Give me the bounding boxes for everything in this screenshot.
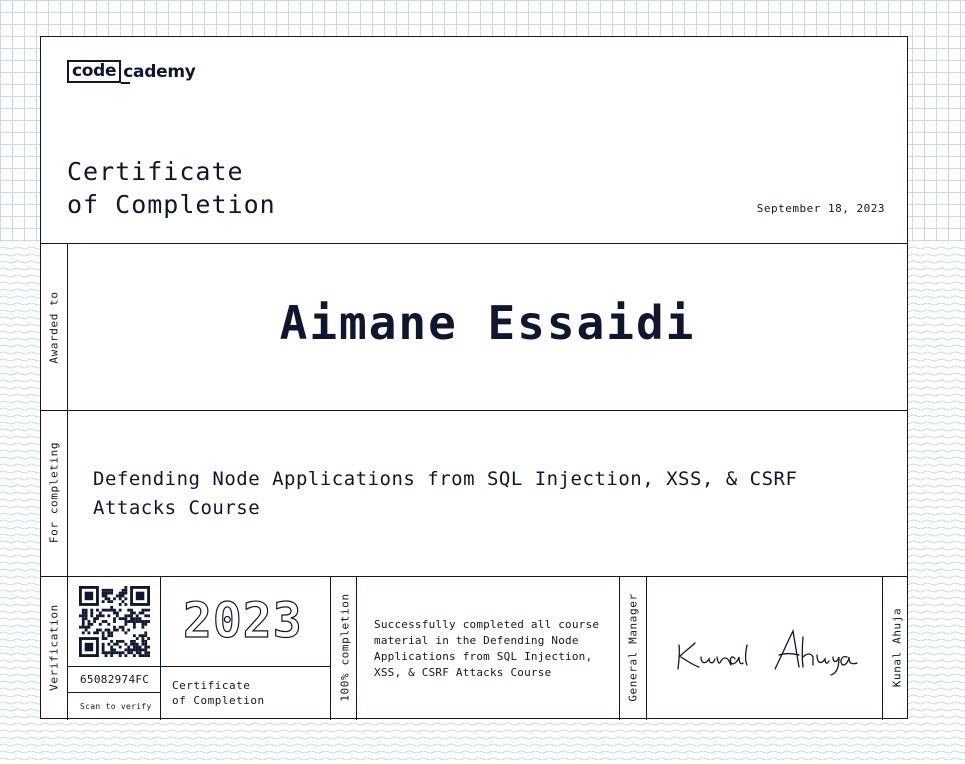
qr-module [133,654,136,657]
qr-module [133,640,136,643]
qr-module [136,620,139,623]
qr-module [107,631,110,634]
wave-line [0,730,965,732]
qr-module [82,623,85,626]
qr-module [102,646,105,649]
qr-module [105,595,108,598]
divider-awarded [41,410,907,411]
qr-module [90,623,93,626]
qr-module [85,614,88,617]
qr-module [141,637,144,640]
qr-module [147,620,150,623]
qr-module [119,626,122,629]
qr-module [99,623,102,626]
qr-module [141,620,144,623]
qr-module [113,597,116,600]
qr-module [124,614,127,617]
qr-module [144,631,147,634]
qr-module [113,651,116,654]
certificate [40,36,908,719]
qr-module [85,612,88,615]
qr-module [119,597,122,600]
qr-module [119,640,122,643]
qr-module [147,609,150,612]
qr-module [133,648,136,651]
completion-label: 100% completion [338,593,352,702]
title-line-2: of Completion [67,190,276,219]
qr-module [96,629,99,632]
certificate-title [67,155,276,221]
qr-module [96,617,99,620]
qr-module [144,620,147,623]
qr-module [110,646,113,649]
qr-module [102,648,105,651]
qr-module [141,643,144,646]
qr-module [139,620,142,623]
qr-module [133,612,136,615]
qr-module [113,609,116,612]
for-completing-label: For completing [47,441,61,544]
qr-module [105,620,108,623]
qr-module [124,603,127,606]
qr-module [144,643,147,646]
qr-module [102,631,105,634]
qr-module [85,617,88,620]
qr-module [110,589,113,592]
qr-module [105,629,108,632]
qr-module [133,620,136,623]
qr-module [124,617,127,620]
qr-module [85,629,88,632]
qr-module [122,629,125,632]
qr-module [139,646,142,649]
qr-module [119,617,122,620]
qr-module [133,643,136,646]
divider-verification-id [68,692,160,693]
qr-module [113,643,116,646]
qr-module [102,589,105,592]
qr-module [105,637,108,640]
divider-year [160,666,330,667]
qr-module [136,614,139,617]
qr-module [105,654,108,657]
qr-module [144,648,147,651]
qr-module [122,592,125,595]
qr-module [119,609,122,612]
verification-label: Verification [47,604,61,691]
qr-module [127,648,130,651]
qr-module [102,614,105,617]
qr-module [147,654,150,657]
qr-module [141,623,144,626]
divider-role-signature [646,576,647,720]
qr-module [116,595,119,598]
completion-description: Successfully completed all course material in the Defending Node Applications from SQL Injection, XSS, & CSRF Attacks Course [374,618,600,679]
qr-module [113,620,116,623]
qr-module [107,597,110,600]
qr-module [136,637,139,640]
qr-module [130,617,133,620]
qr-module [127,614,130,617]
qr-module [141,648,144,651]
qr-module [119,592,122,595]
cert-small-line-2: of Completion [172,694,265,707]
qr-module [116,640,119,643]
qr-module [133,617,136,620]
cert-small-line-1: Certificate [172,679,251,692]
qr-module [124,643,127,646]
qr-module [124,592,127,595]
qr-module [107,614,110,617]
qr-module [110,651,113,654]
qr-module [122,589,125,592]
wave-line [0,723,965,725]
qr-module [116,612,119,615]
qr-module [136,643,139,646]
qr-module [82,617,85,620]
qr-module [102,600,105,603]
qr-module [102,651,105,654]
qr-module [136,648,139,651]
qr-module [122,617,125,620]
qr-module [102,609,105,612]
qr-module [85,643,94,652]
qr-module [107,623,110,626]
qr-module [144,640,147,643]
qr-module [107,589,110,592]
divider-completion-desc [356,576,357,720]
qr-module [139,651,142,654]
qr-module [102,595,105,598]
qr-module [144,614,147,617]
qr-module [107,609,110,612]
qr-module [141,609,144,612]
qr-module [110,648,113,651]
wave-line [0,751,965,753]
qr-module [130,612,133,615]
qr-module [127,620,130,623]
divider-qr [68,666,160,667]
qr-module [141,612,144,615]
qr-module [136,646,139,649]
qr-module [82,631,85,634]
qr-module [110,634,113,637]
qr-module [124,589,127,592]
qr-module [141,654,144,657]
signer-name: Kunal Ahuja [890,607,904,688]
divider-desc-role [619,576,620,720]
divider-qr-year [160,576,161,720]
qr-module [107,600,110,603]
qr-module [110,631,113,634]
awarded-to-label: Awarded to [47,291,61,364]
qr-module [136,651,139,654]
qr-module [124,654,127,657]
qr-module [110,654,113,657]
qr-module [113,629,116,632]
qr-module [119,651,122,654]
qr-module [96,631,99,634]
certificate-small-title [172,678,265,708]
qr-module [93,620,96,623]
wave-line [0,737,965,739]
qr-module [113,648,116,651]
verification-id: 65082974FC [80,673,150,686]
qr-module [133,646,136,649]
qr-module [105,609,108,612]
qr-module [110,592,113,595]
qr-module [88,626,91,629]
qr-module [99,629,102,632]
qr-module [102,620,105,623]
qr-module [113,617,116,620]
qr-module [105,589,108,592]
qr-module [99,614,102,617]
qr-module [93,631,96,634]
qr-module [144,651,147,654]
divider-course [41,576,907,577]
qr-module [107,629,110,632]
qr-module [110,640,113,643]
qr-module [122,600,125,603]
divider-year-completion [330,576,331,720]
qr-module [110,600,113,603]
qr-module [113,612,116,615]
qr-module [124,631,127,634]
qr-module [130,640,133,643]
logo-cademy: cademy [123,61,196,82]
qr-module [113,626,116,629]
qr-module [141,634,144,637]
qr-module [147,637,150,640]
qr-module [102,637,105,640]
qr-module [124,620,127,623]
scan-to-verify: Scan to verify [80,702,152,711]
divider-signature-name [882,576,883,720]
qr-module [144,646,147,649]
qr-module [90,612,93,615]
qr-module [82,626,85,629]
qr-module [133,634,136,637]
signature-image [671,617,871,677]
qr-module [79,626,82,629]
qr-module [110,609,113,612]
recipient-name: Aimane Essaidi [279,296,696,350]
qr-module [85,626,88,629]
qr-module [107,592,110,595]
qr-module [85,592,94,601]
qr-module [133,626,136,629]
qr-module [116,629,119,632]
qr-module [116,651,119,654]
qr-module [90,609,93,612]
qr-module [82,620,85,623]
qr-module [127,646,130,649]
qr-module [127,651,130,654]
qr-module [122,626,125,629]
qr-module [141,640,144,643]
qr-module [122,595,125,598]
qr-module [124,623,127,626]
qr-module [82,614,85,617]
title-line-1: Certificate [67,157,244,186]
qr-module [82,609,85,612]
qr-module [88,620,91,623]
qr-module [122,640,125,643]
qr-module [88,631,91,634]
qr-module [102,643,105,646]
qr-module [139,654,142,657]
qr-module [79,614,82,617]
qr-module [96,609,99,612]
qr-module [122,651,125,654]
qr-module [102,592,105,595]
qr-module [105,597,108,600]
qr-module [102,634,105,637]
qr-module [119,603,122,606]
qr-module [127,629,130,632]
qr-module [139,648,142,651]
signer-role: General Manager [626,593,640,702]
qr-module [119,595,122,598]
qr-module [110,606,113,609]
qr-module [88,623,91,626]
qr-module [130,620,133,623]
wave-line [0,744,965,746]
qr-module [116,643,119,646]
qr-module [107,634,110,637]
qr-module [136,617,139,620]
qr-module [144,623,147,626]
qr-module [124,586,127,589]
qr-module [124,648,127,651]
qr-module [85,609,88,612]
qr-code-icon[interactable] [79,586,150,657]
qr-module [99,612,102,615]
qr-module [144,609,147,612]
qr-module [124,597,127,600]
qr-module [82,612,85,615]
qr-module [147,651,150,654]
logo-code: code [67,60,121,83]
codecademy-logo [67,60,196,83]
qr-module [141,626,144,629]
qr-module [130,643,133,646]
divider-header [41,243,907,244]
qr-module [147,614,150,617]
qr-module [90,614,93,617]
year-outline: 2023 [183,593,303,649]
qr-module [139,617,142,620]
qr-module [119,654,122,657]
qr-module [93,617,96,620]
qr-module [105,592,108,595]
qr-module [119,646,122,649]
qr-module [130,609,133,612]
qr-module [107,651,110,654]
qr-module [147,646,150,649]
issue-date: September 18, 2023 [756,202,885,215]
qr-module [107,643,110,646]
qr-module [144,634,147,637]
qr-module [130,648,133,651]
qr-module [130,614,133,617]
qr-module [105,651,108,654]
qr-module [133,623,136,626]
qr-module [130,651,133,654]
qr-module [139,634,142,637]
course-title: Defending Node Applications from SQL Injection, XSS, & CSRF Attacks Course [93,468,798,519]
qr-module [127,609,130,612]
qr-module [116,614,119,617]
qr-module [139,612,142,615]
qr-module [96,614,99,617]
qr-module [136,592,145,601]
qr-module [144,654,147,657]
